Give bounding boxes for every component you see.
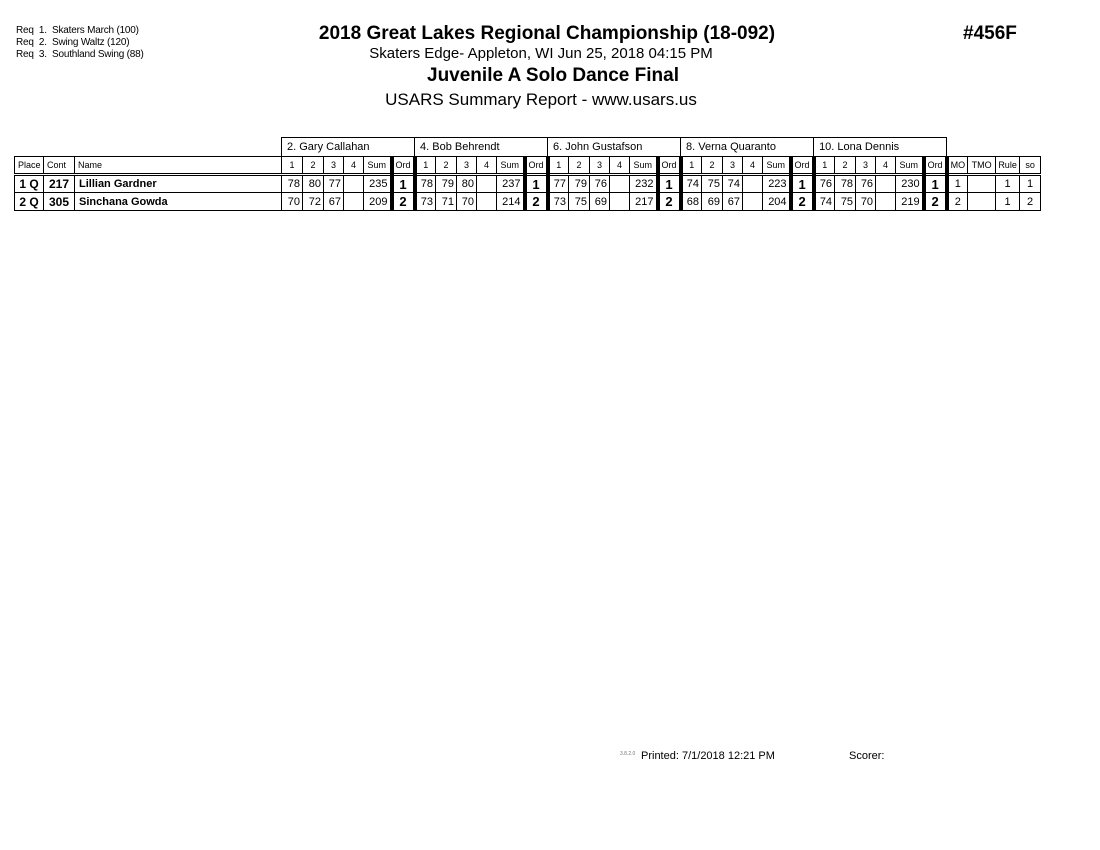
column-header-row [15, 157, 1041, 175]
ordinal: 2 [525, 193, 548, 211]
contestant-number: 305 [44, 193, 75, 211]
score: 78 [282, 175, 303, 193]
col-j2-ord: Ord [525, 157, 548, 175]
col-name: Name [75, 157, 282, 175]
printed-timestamp: Printed: 7/1/2018 12:21 PM [641, 750, 775, 762]
so: 1 [1020, 175, 1041, 193]
col-j2-4: 4 [477, 157, 497, 175]
col-mo: MO [947, 157, 968, 175]
results-table [14, 137, 1041, 211]
place: 1 Q [15, 175, 44, 193]
score: 71 [436, 193, 457, 211]
col-j4-ord: Ord [791, 157, 814, 175]
skater-name: Lillian Gardner [75, 175, 282, 193]
col-j2-2: 2 [436, 157, 457, 175]
score: 68 [681, 193, 702, 211]
score [743, 193, 763, 211]
score-sum: 204 [763, 193, 791, 211]
score-sum: 219 [896, 193, 924, 211]
majority-ordinal: 1 [947, 175, 968, 193]
score-sum: 223 [763, 175, 791, 193]
col-rule: Rule [996, 157, 1020, 175]
ordinal: 2 [658, 193, 681, 211]
col-j5-ord: Ord [924, 157, 947, 175]
score [876, 175, 896, 193]
col-j5-sum: Sum [896, 157, 924, 175]
score: 80 [457, 175, 477, 193]
score: 70 [457, 193, 477, 211]
contestant-number: 217 [44, 175, 75, 193]
score [876, 193, 896, 211]
score [610, 193, 630, 211]
col-j1-1: 1 [282, 157, 303, 175]
rule: 1 [996, 193, 1020, 211]
software-version: 3.8.2.0 [620, 751, 636, 757]
col-j3-ord: Ord [658, 157, 681, 175]
score: 76 [590, 175, 610, 193]
score: 74 [681, 175, 702, 193]
score: 67 [723, 193, 743, 211]
score: 76 [856, 175, 876, 193]
table-row [15, 175, 1041, 193]
place: 2 Q [15, 193, 44, 211]
scorer-label: Scorer: [849, 750, 885, 762]
col-j4-2: 2 [702, 157, 723, 175]
score-sum: 235 [364, 175, 392, 193]
tmo [968, 175, 996, 193]
score: 75 [569, 193, 590, 211]
col-j5-4: 4 [876, 157, 896, 175]
tmo [968, 193, 996, 211]
ordinal: 1 [924, 175, 947, 193]
ordinal: 1 [392, 175, 415, 193]
ordinal: 1 [525, 175, 548, 193]
col-j5-3: 3 [856, 157, 876, 175]
score: 70 [282, 193, 303, 211]
score [477, 193, 497, 211]
score: 73 [548, 193, 569, 211]
table-row [15, 193, 1041, 211]
col-j3-sum: Sum [630, 157, 658, 175]
requirement-3: Req 3. Southland Swing (88) [16, 49, 144, 60]
ordinal: 1 [791, 175, 814, 193]
score: 77 [548, 175, 569, 193]
score: 67 [324, 193, 344, 211]
requirement-2: Req 2. Swing Waltz (120) [16, 37, 130, 48]
score: 75 [702, 175, 723, 193]
score [477, 175, 497, 193]
requirement-1: Req 1. Skaters March (100) [16, 25, 139, 36]
col-j3-4: 4 [610, 157, 630, 175]
col-j3-1: 1 [548, 157, 569, 175]
col-j1-ord: Ord [392, 157, 415, 175]
judge-name-2: 4. Bob Behrendt [415, 138, 548, 157]
col-j1-3: 3 [324, 157, 344, 175]
score: 79 [436, 175, 457, 193]
score: 74 [814, 193, 835, 211]
score-sum: 232 [630, 175, 658, 193]
competition-title: 2018 Great Lakes Regional Championship (18-092) [318, 23, 776, 44]
col-tmo: TMO [968, 157, 996, 175]
majority-ordinal: 2 [947, 193, 968, 211]
col-j5-1: 1 [814, 157, 835, 175]
report-title: USARS Summary Report - www.usars.us [385, 90, 697, 109]
venue-datetime: Skaters Edge- Appleton, WI Jun 25, 2018 04:15 PM [369, 45, 713, 62]
score-sum: 237 [497, 175, 525, 193]
col-j2-3: 3 [457, 157, 477, 175]
score [344, 193, 364, 211]
score [743, 175, 763, 193]
judge-name-1: 2. Gary Callahan [282, 138, 415, 157]
score-sum: 209 [364, 193, 392, 211]
score: 74 [723, 175, 743, 193]
score: 78 [835, 175, 856, 193]
score: 76 [814, 175, 835, 193]
event-name: Juvenile A Solo Dance Final [427, 65, 679, 86]
col-j4-1: 1 [681, 157, 702, 175]
col-so: so [1020, 157, 1041, 175]
ordinal: 2 [924, 193, 947, 211]
score [344, 175, 364, 193]
score: 78 [415, 175, 436, 193]
judge-name-5: 10. Lona Dennis [814, 138, 947, 157]
rule: 1 [996, 175, 1020, 193]
col-j1-2: 2 [303, 157, 324, 175]
col-j3-2: 2 [569, 157, 590, 175]
score: 73 [415, 193, 436, 211]
score: 77 [324, 175, 344, 193]
col-j3-3: 3 [590, 157, 610, 175]
score-sum: 214 [497, 193, 525, 211]
event-number: #456F [963, 23, 1017, 44]
score: 79 [569, 175, 590, 193]
col-j4-3: 3 [723, 157, 743, 175]
ordinal: 1 [658, 175, 681, 193]
score-sum: 217 [630, 193, 658, 211]
score: 72 [303, 193, 324, 211]
score: 70 [856, 193, 876, 211]
col-j2-sum: Sum [497, 157, 525, 175]
col-j1-4: 4 [344, 157, 364, 175]
score [610, 175, 630, 193]
judge-header-row [15, 138, 1041, 157]
col-cont: Cont [44, 157, 75, 175]
judge-name-4: 8. Verna Quaranto [681, 138, 814, 157]
ordinal: 2 [392, 193, 415, 211]
score-sum: 230 [896, 175, 924, 193]
col-j1-sum: Sum [364, 157, 392, 175]
score: 75 [835, 193, 856, 211]
col-j4-sum: Sum [763, 157, 791, 175]
judge-name-3: 6. John Gustafson [548, 138, 681, 157]
skater-name: Sinchana Gowda [75, 193, 282, 211]
col-j5-2: 2 [835, 157, 856, 175]
ordinal: 2 [791, 193, 814, 211]
col-j2-1: 1 [415, 157, 436, 175]
so: 2 [1020, 193, 1041, 211]
score: 80 [303, 175, 324, 193]
score: 69 [590, 193, 610, 211]
col-place: Place [15, 157, 44, 175]
score: 69 [702, 193, 723, 211]
col-j4-4: 4 [743, 157, 763, 175]
